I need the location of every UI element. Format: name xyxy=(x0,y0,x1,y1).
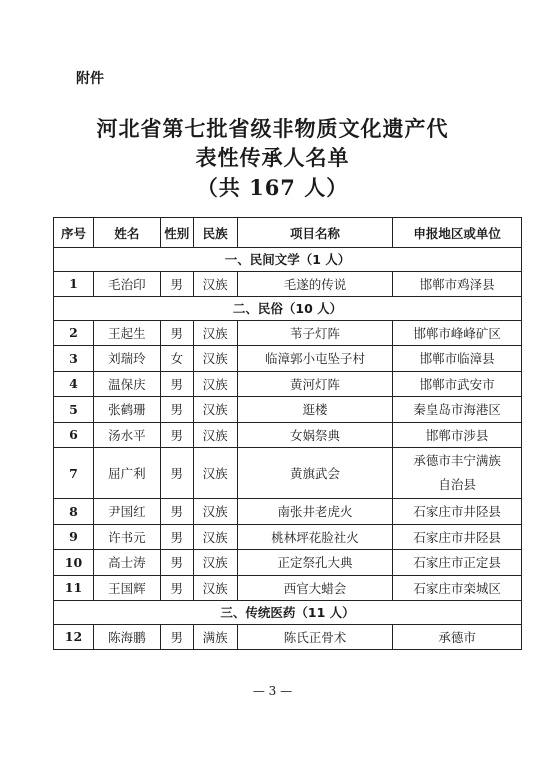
table-row xyxy=(54,371,522,397)
cell-project: 逛楼 xyxy=(237,397,393,423)
table-row xyxy=(54,550,522,576)
cell-ethnicity: 汉族 xyxy=(193,422,237,448)
cell-name: 刘瑞玲 xyxy=(93,346,160,372)
table-row xyxy=(54,448,522,499)
cell-gender: 男 xyxy=(160,499,193,525)
cell-name: 王国辉 xyxy=(93,575,160,601)
cell-name: 张鹤珊 xyxy=(93,397,160,423)
table-row xyxy=(54,397,522,423)
cell-ethnicity: 汉族 xyxy=(193,448,237,499)
table-row xyxy=(54,422,522,448)
table-row xyxy=(54,524,522,550)
cell-region: 秦皇岛市海港区 xyxy=(393,397,522,423)
cell-gender: 男 xyxy=(160,422,193,448)
cell-ethnicity: 满族 xyxy=(193,624,237,650)
cell-no: 2 xyxy=(54,320,94,346)
table-row xyxy=(54,271,522,297)
cell-region: 石家庄市井陉县 xyxy=(393,524,522,550)
table-row xyxy=(54,320,522,346)
cell-no: 11 xyxy=(54,575,94,601)
cell-region: 邯郸市涉县 xyxy=(393,422,522,448)
cell-no: 1 xyxy=(54,271,94,297)
cell-gender: 男 xyxy=(160,320,193,346)
cell-gender: 女 xyxy=(160,346,193,372)
table-row xyxy=(54,499,522,525)
inheritors-table xyxy=(53,217,522,650)
cell-gender: 男 xyxy=(160,524,193,550)
cell-region: 承德市 xyxy=(393,624,522,650)
cell-no: 8 xyxy=(54,499,94,525)
section-title: 二、民俗（10 人） xyxy=(54,297,522,321)
cell-no: 12 xyxy=(54,624,94,650)
cell-project: 黄河灯阵 xyxy=(237,371,393,397)
header-name: 姓名 xyxy=(93,218,160,248)
cell-region: 邯郸市峰峰矿区 xyxy=(393,320,522,346)
cell-gender: 男 xyxy=(160,371,193,397)
cell-ethnicity: 汉族 xyxy=(193,371,237,397)
document-title-line-2: 表性传承人名单 xyxy=(195,145,350,170)
cell-project: 毛遂的传说 xyxy=(237,271,393,297)
cell-no: 3 xyxy=(54,346,94,372)
cell-project: 南张井老虎火 xyxy=(237,499,393,525)
cell-project: 苇子灯阵 xyxy=(237,320,393,346)
cell-name: 王起生 xyxy=(93,320,160,346)
cell-ethnicity: 汉族 xyxy=(193,320,237,346)
cell-no: 4 xyxy=(54,371,94,397)
cell-name: 许书元 xyxy=(93,524,160,550)
cell-name: 汤水平 xyxy=(93,422,160,448)
header-ethnicity: 民族 xyxy=(193,218,237,248)
cell-region: 石家庄市正定县 xyxy=(393,550,522,576)
region-line-2: 自治县 xyxy=(438,477,476,492)
cell-region: 石家庄市栾城区 xyxy=(393,575,522,601)
cell-gender: 男 xyxy=(160,575,193,601)
header-gender: 性别 xyxy=(160,218,193,248)
section-row xyxy=(54,601,522,625)
cell-no: 5 xyxy=(54,397,94,423)
table-header-row xyxy=(54,218,522,248)
header-region: 申报地区或单位 xyxy=(393,218,522,248)
cell-ethnicity: 汉族 xyxy=(193,550,237,576)
cell-name: 陈海鹏 xyxy=(93,624,160,650)
cell-name: 屈广利 xyxy=(93,448,160,499)
header-no: 序号 xyxy=(54,218,94,248)
cell-ethnicity: 汉族 xyxy=(193,524,237,550)
cell-name: 尹国红 xyxy=(93,499,160,525)
cell-gender: 男 xyxy=(160,271,193,297)
cell-no: 7 xyxy=(54,448,94,499)
cell-region: 邯郸市鸡泽县 xyxy=(393,271,522,297)
cell-region: 石家庄市井陉县 xyxy=(393,499,522,525)
section-title: 一、民间文学（1 人） xyxy=(54,248,522,272)
cell-project: 西官大蜡会 xyxy=(237,575,393,601)
cell-gender: 男 xyxy=(160,448,193,499)
header-project: 项目名称 xyxy=(237,218,393,248)
cell-gender: 男 xyxy=(160,624,193,650)
cell-name: 毛治印 xyxy=(93,271,160,297)
cell-gender: 男 xyxy=(160,550,193,576)
table-row xyxy=(54,624,522,650)
cell-ethnicity: 汉族 xyxy=(193,575,237,601)
cell-name: 高士涛 xyxy=(93,550,160,576)
cell-region: 邯郸市武安市 xyxy=(393,371,522,397)
table-row xyxy=(54,346,522,372)
cell-no: 6 xyxy=(54,422,94,448)
region-line-1: 承德市丰宁满族 xyxy=(413,453,501,468)
cell-no: 9 xyxy=(54,524,94,550)
cell-region xyxy=(393,448,522,499)
cell-project: 黄旗武会 xyxy=(237,448,393,499)
cell-ethnicity: 汉族 xyxy=(193,499,237,525)
cell-project: 陈氏正骨术 xyxy=(237,624,393,650)
cell-ethnicity: 汉族 xyxy=(193,397,237,423)
cell-project: 桃林坪花脸社火 xyxy=(237,524,393,550)
document-title-line-1: 河北省第七批省级非物质文化遗产代 xyxy=(96,116,449,141)
document-title-line-3: （共 167 人） xyxy=(196,175,349,200)
cell-ethnicity: 汉族 xyxy=(193,271,237,297)
cell-region: 邯郸市临漳县 xyxy=(393,346,522,372)
cell-no: 10 xyxy=(54,550,94,576)
section-row xyxy=(54,297,522,321)
cell-ethnicity: 汉族 xyxy=(193,346,237,372)
cell-name: 温保庆 xyxy=(93,371,160,397)
attachment-label: 附件 xyxy=(76,71,104,87)
table-row xyxy=(54,575,522,601)
cell-gender: 男 xyxy=(160,397,193,423)
page-number: — 3 — xyxy=(252,684,293,698)
cell-project: 正定祭孔大典 xyxy=(237,550,393,576)
section-row xyxy=(54,248,522,272)
section-title: 三、传统医药（11 人） xyxy=(54,601,522,625)
cell-project: 临漳郭小屯坠子村 xyxy=(237,346,393,372)
cell-project: 女娲祭典 xyxy=(237,422,393,448)
